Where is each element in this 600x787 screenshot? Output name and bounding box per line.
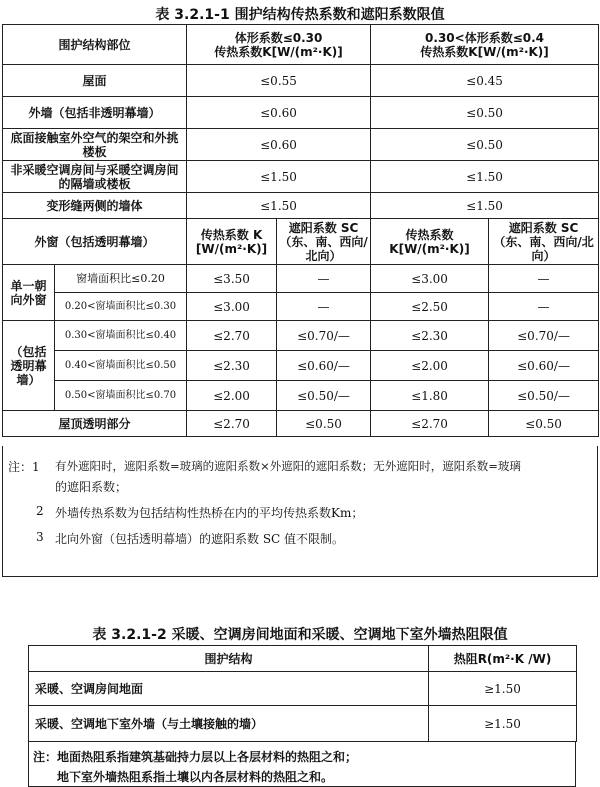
row-value-b: ≤0.50 [371, 97, 599, 129]
window-k-a: ≤2.30 [187, 351, 277, 381]
window-k-b: ≤2.50 [371, 293, 489, 321]
row-value-a: ≤1.50 [187, 193, 371, 219]
roof-transparent-k-a: ≤2.70 [187, 411, 277, 437]
ground-resistance-table [28, 645, 577, 742]
row-value-b: ≤0.45 [371, 65, 599, 97]
table2-row-label: 采暖、空调地下室外墙（与土壤接触的墙） [29, 706, 429, 742]
window-k-a: ≤2.00 [187, 381, 277, 411]
table2-note-line2: 地下室外墙热阻系指土壤以内各层材料的热阻之和。 [57, 770, 334, 784]
window-sc-a: — [277, 265, 371, 293]
row-value-a: ≤0.60 [187, 97, 371, 129]
window-header-sc-a: 遮阳系数 SC（东、南、西向/北向） [277, 219, 371, 265]
roof-transparent-sc-a: ≤0.50 [277, 411, 371, 437]
note-2: 外墙传热系数为包括结构性热桥在内的平均传热系数Km； [55, 506, 364, 520]
group-label-2: （包括透明幕墙） [3, 321, 55, 411]
table2-row-label: 采暖、空调房间地面 [29, 672, 429, 706]
window-sc-b: ≤0.60/— [489, 351, 599, 381]
table2-header-structure: 围护结构 [29, 646, 429, 672]
note-3: 北向外窗（包括透明幕墙）的遮阳系数 SC 值不限制。 [55, 532, 345, 546]
window-ratio: 窗墙面积比≤0.20 [55, 265, 187, 293]
group-label-1: 单一朝向外窗 [3, 265, 55, 321]
window-sc-a: ≤0.70/— [277, 321, 371, 351]
window-k-a: ≤3.50 [187, 265, 277, 293]
window-ratio: 0.30<窗墙面积比≤0.40 [55, 321, 187, 351]
header-part: 围护结构部位 [3, 25, 187, 65]
row-label: 外墙（包括非透明幕墙） [3, 97, 187, 129]
header-col-a-line2: 传热系数K[W/(m²·K)] [214, 44, 343, 59]
window-k-b: ≤3.00 [371, 265, 489, 293]
window-sc-b: ≤0.50/— [489, 381, 599, 411]
table2-header-resistance: 热阻R(m²·K /W) [429, 646, 577, 672]
row-label: 变形缝两侧的墙体 [3, 193, 187, 219]
note-3-number: 3 [36, 530, 44, 544]
note-2-number: 2 [36, 504, 44, 518]
table2-notes [28, 742, 576, 787]
table2-note-line1: 注：地面热阻系指建筑基础持力层以上各层材料的热阻之和； [33, 750, 358, 764]
row-value-a: ≤0.55 [187, 65, 371, 97]
window-header-label: 外窗（包括透明幕墙） [3, 219, 187, 265]
window-k-b: ≤1.80 [371, 381, 489, 411]
window-ratio: 0.20<窗墙面积比≤0.30 [55, 293, 187, 321]
header-col-a-line1: 体形系数≤0.30 [234, 30, 323, 45]
header-col-a [187, 25, 371, 65]
window-k-b: ≤2.00 [371, 351, 489, 381]
window-sc-b: — [489, 293, 599, 321]
window-sc-a: ≤0.60/— [277, 351, 371, 381]
row-value-b: ≤1.50 [371, 193, 599, 219]
window-header-k-a: 传热系数 K [W/(m²·K)] [187, 219, 277, 265]
note-1-prefix: 注：1 [8, 460, 40, 474]
row-value-a: ≤0.60 [187, 129, 371, 161]
table1-notes [2, 446, 598, 577]
window-sc-a: ≤0.50/— [277, 381, 371, 411]
row-label: 非采暖空调房间与采暖空调房间的隔墙或楼板 [3, 161, 187, 193]
window-k-b: ≤2.30 [371, 321, 489, 351]
table2-title: 表 3.2.1-2 采暖、空调房间地面和采暖、空调地下室外墙热阻限值 [92, 627, 508, 643]
window-header-sc-b: 遮阳系数 SC（东、南、西向/北向） [489, 219, 599, 265]
roof-transparent-k-b: ≤2.70 [371, 411, 489, 437]
roof-transparent-label: 屋顶透明部分 [3, 411, 187, 437]
window-header-k-b: 传热系数 K[W/(m²·K)] [371, 219, 489, 265]
note-1-line2: 的遮阳系数； [55, 480, 128, 494]
window-k-a: ≤3.00 [187, 293, 277, 321]
window-ratio: 0.40<窗墙面积比≤0.50 [55, 351, 187, 381]
envelope-table [2, 24, 599, 437]
window-k-a: ≤2.70 [187, 321, 277, 351]
header-col-b [371, 25, 599, 65]
note-1-line1: 有外遮阳时，遮阳系数=玻璃的遮阳系数×外遮阳的遮阳系数；无外遮阳时，遮阳系数=玻璃 [55, 459, 521, 473]
table2-row-value: ≥1.50 [429, 672, 577, 706]
row-value-b: ≤1.50 [371, 161, 599, 193]
row-label: 屋面 [3, 65, 187, 97]
window-sc-b: — [489, 265, 599, 293]
header-col-b-line2: 传热系数K[W/(m²·K)] [420, 44, 549, 59]
row-value-b: ≤0.50 [371, 129, 599, 161]
roof-transparent-sc-b: ≤0.50 [489, 411, 599, 437]
row-value-a: ≤1.50 [187, 161, 371, 193]
window-ratio: 0.50<窗墙面积比≤0.70 [55, 381, 187, 411]
table1-title: 表 3.2.1-1 围护结构传热系数和遮阳系数限值 [155, 7, 445, 23]
header-col-b-line1: 0.30<体形系数≤0.4 [425, 30, 545, 45]
window-sc-a: — [277, 293, 371, 321]
window-sc-b: ≤0.70/— [489, 321, 599, 351]
table2-row-value: ≥1.50 [429, 706, 577, 742]
row-label: 底面接触室外空气的架空和外挑楼板 [3, 129, 187, 161]
